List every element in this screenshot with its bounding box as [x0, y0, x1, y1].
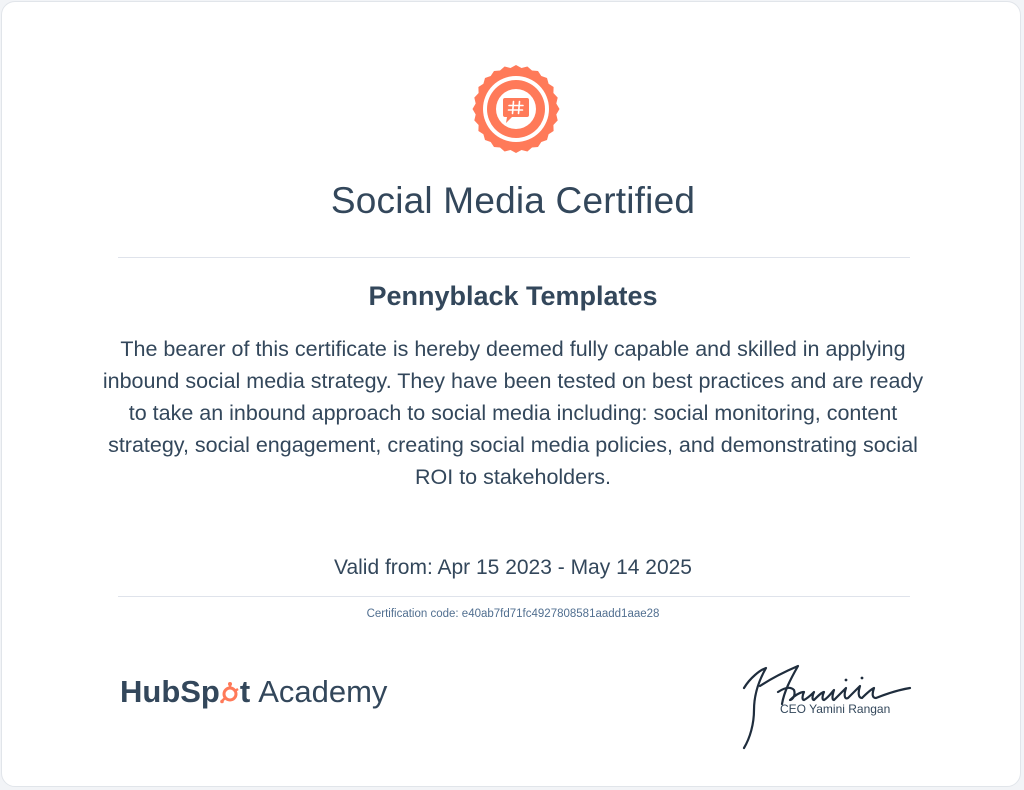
sprocket-icon — [220, 682, 240, 704]
validity-dates: Valid from: Apr 15 2023 - May 14 2025 — [334, 556, 692, 579]
certificate-description: The bearer of this certificate is hereby deemed fully capable and skilled in applying inbound social media strategy. They have been tested on best practices and are ready to take an inbound approach to social media including: social monitoring, content strategy, social engagement, creating social media policies, and demonstrating social ROI to stakeholders. — [102, 337, 924, 489]
academy-label: Academy — [258, 674, 388, 709]
certification-code: Certification code: e40ab7fd71fc4927808581aadd1aae28 — [366, 608, 660, 620]
certificate-card — [1, 1, 1021, 787]
signer-title: CEO Yamini Rangan — [780, 702, 891, 716]
certificate-title: Social Media Certified — [330, 180, 696, 221]
hubspot-academy-logo — [120, 674, 387, 710]
divider — [118, 257, 910, 258]
recipient-name: Pennyblack Templates — [368, 281, 658, 311]
brand-prefix: HubSp — [120, 674, 220, 709]
social-media-badge-icon — [471, 64, 561, 154]
hubspot-wordmark — [120, 674, 250, 709]
divider — [118, 596, 910, 597]
brand-suffix: t — [239, 674, 251, 709]
